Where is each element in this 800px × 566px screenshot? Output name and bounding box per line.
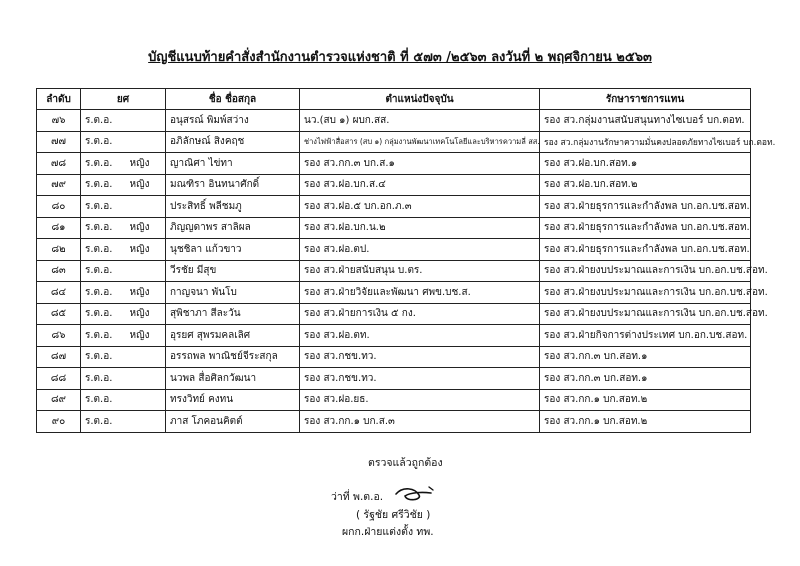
cell-acting: รอง สว.ฝอ.บก.สอท.๒ xyxy=(540,174,751,196)
cell-position: รอง สว.กก.๓ บก.ส.๑ xyxy=(300,153,540,175)
cell-position: รอง สว.ฝ่ายการเงิน ๕ กง. xyxy=(300,303,540,325)
cell-rank: ร.ต.อ. xyxy=(81,153,126,175)
cell-name: วีรชัย มีสุข xyxy=(166,260,300,282)
cell-acting: รอง สว.กก.๓ บก.สอท.๑ xyxy=(540,368,751,390)
table-row xyxy=(37,260,751,282)
cell-title: หญิง xyxy=(126,153,166,175)
cell-acting: รอง สว.กก.๑ บก.สอท.๒ xyxy=(540,389,751,411)
cell-title xyxy=(126,346,166,368)
cell-acting: รอง สว.กก.๓ บก.สอท.๑ xyxy=(540,346,751,368)
cell-no: ๘๖ xyxy=(37,325,81,347)
cell-no: ๘๑ xyxy=(37,217,81,239)
cell-name: ภิญญดาพร สาลิผล xyxy=(166,217,300,239)
cell-acting: รอง สว.กลุ่มงานสนับสนุนทางไซเบอร์ บก.ตอท. xyxy=(540,110,751,132)
cell-position: รอง สว.ฝ่ายวิจัยและพัฒนา ศพข.บช.ส. xyxy=(300,282,540,304)
cell-name: อรรถพล พาณิชย์จีระสกุล xyxy=(166,346,300,368)
cell-rank: ร.ต.อ. xyxy=(81,239,126,261)
cell-acting: รอง สว.ฝ่ายกิจการต่างประเทศ บก.อก.บช.สอท. xyxy=(540,325,751,347)
cell-no: ๘๕ xyxy=(37,303,81,325)
cell-position: นว.(สบ ๑) ผบก.สส. xyxy=(300,110,540,132)
cell-no: ๘๔ xyxy=(37,282,81,304)
verified-text: ตรวจแล้วถูกต้อง xyxy=(368,457,443,469)
cell-title: หญิง xyxy=(126,217,166,239)
table-row xyxy=(37,411,751,433)
table-row xyxy=(37,239,751,261)
table-row xyxy=(37,131,751,153)
cell-title xyxy=(126,411,166,433)
cell-position: รอง สว.ฝอ.ยธ. xyxy=(300,389,540,411)
cell-rank: ร.ต.อ. xyxy=(81,196,126,218)
document-title: บัญชีแนบท้ายคำสั่งสำนักงานตำรวจแห่งชาติ ที่ ๕๗๓ /๒๕๖๓ ลงวันที่ ๒ พฤศจิกายน ๒๕๖๓ xyxy=(148,50,652,65)
cell-name: นวพล สื่อศิลกวัฒนา xyxy=(166,368,300,390)
cell-no: ๙๐ xyxy=(37,411,81,433)
signature-image xyxy=(393,484,439,504)
header-position: ตำแหน่งปัจจุบัน xyxy=(300,89,540,110)
cell-position: รอง สว.ฝอ.ตป. xyxy=(300,239,540,261)
cell-position: รอง สว.กชข.ทว. xyxy=(300,346,540,368)
cell-acting: รอง สว.ฝอ.บก.สอท.๑ xyxy=(540,153,751,175)
cell-no: ๘๐ xyxy=(37,196,81,218)
cell-rank: ร.ต.อ. xyxy=(81,346,126,368)
cell-acting: รอง สว.ฝ่ายธุรการและกำลังพล บก.อก.บช.สอท. xyxy=(540,196,751,218)
cell-acting: รอง สว.ฝ่ายธุรการและกำลังพล บก.อก.บช.สอท. xyxy=(540,217,751,239)
cell-no: ๗๗ xyxy=(37,131,81,153)
table-row xyxy=(37,174,751,196)
cell-acting: รอง สว.ฝ่ายงบประมาณและการเงิน บก.อก.บช.สอท. xyxy=(540,282,751,304)
cell-position: รอง สว.ฝอ.บก.ส.๔ xyxy=(300,174,540,196)
cell-no: ๗๙ xyxy=(37,174,81,196)
cell-position: รอง สว.ฝอ.๕ บก.อก.ภ.๓ xyxy=(300,196,540,218)
cell-rank: ร.ต.อ. xyxy=(81,389,126,411)
signer-name: ( รัฐชัย ศรีวิชัย ) xyxy=(356,509,431,521)
header-name: ชื่อ ชื่อสกุล xyxy=(166,89,300,110)
cell-title xyxy=(126,110,166,132)
cell-position: รอง สว.กชข.ทว. xyxy=(300,368,540,390)
cell-rank: ร.ต.อ. xyxy=(81,131,126,153)
cell-rank: ร.ต.อ. xyxy=(81,368,126,390)
cell-rank: ร.ต.อ. xyxy=(81,303,126,325)
cell-no: ๗๖ xyxy=(37,110,81,132)
cell-name: อุรยศ สุพรมคลเลิศ xyxy=(166,325,300,347)
cell-acting: รอง สว.ฝ่ายงบประมาณและการเงิน บก.อก.บช.สอท. xyxy=(540,303,751,325)
cell-name: มณฑิรา อินทนาศักดิ์ xyxy=(166,174,300,196)
cell-acting: รอง สว.ฝ่ายงบประมาณและการเงิน บก.อก.บช.สอท. xyxy=(540,260,751,282)
cell-title: หญิง xyxy=(126,303,166,325)
cell-no: ๗๘ xyxy=(37,153,81,175)
header-rank: ยศ xyxy=(81,89,166,110)
table-row xyxy=(37,325,751,347)
table-row xyxy=(37,110,751,132)
cell-name: ประสิทธิ์ พลีชมภู xyxy=(166,196,300,218)
table-row xyxy=(37,368,751,390)
signer-position: ผกก.ฝ่ายแต่งตั้ง ทพ. xyxy=(342,526,434,538)
cell-title: หญิง xyxy=(126,325,166,347)
cell-no: ๘๓ xyxy=(37,260,81,282)
cell-name: นุชชิลา แก้วขาว xyxy=(166,239,300,261)
cell-position: รอง สว.ฝอ.บก.น.๒ xyxy=(300,217,540,239)
table-row xyxy=(37,196,751,218)
cell-title xyxy=(126,260,166,282)
cell-title xyxy=(126,368,166,390)
header-no: ลำดับ xyxy=(37,89,81,110)
header-acting: รักษาราชการแทน xyxy=(540,89,751,110)
cell-no: ๘๘ xyxy=(37,368,81,390)
cell-name: กาญจนา พันโบ xyxy=(166,282,300,304)
cell-name: ภาส โภคอนคิตต์ xyxy=(166,411,300,433)
cell-title xyxy=(126,131,166,153)
cell-name: อนุสรณ์ พิมพ์สว่าง xyxy=(166,110,300,132)
cell-rank: ร.ต.อ. xyxy=(81,110,126,132)
cell-title: หญิง xyxy=(126,239,166,261)
cell-rank: ร.ต.อ. xyxy=(81,174,126,196)
cell-acting: รอง สว.กลุ่มงานรักษาความมั่นคงปลอดภัยทางไซเบอร์ บก.ตอท. xyxy=(540,131,751,153)
cell-acting: รอง สว.กก.๑ บก.สอท.๒ xyxy=(540,411,751,433)
cell-position: รอง สว.ฝอ.ตท. xyxy=(300,325,540,347)
cell-rank: ร.ต.อ. xyxy=(81,282,126,304)
table-row xyxy=(37,217,751,239)
cell-no: ๘๙ xyxy=(37,389,81,411)
cell-no: ๘๒ xyxy=(37,239,81,261)
personnel-table xyxy=(36,88,776,433)
table-row xyxy=(37,153,751,175)
cell-name: ญาณิศา ไข่ทา xyxy=(166,153,300,175)
cell-title: หญิง xyxy=(126,282,166,304)
table-row xyxy=(37,282,751,304)
table-row xyxy=(37,346,751,368)
table-header-row xyxy=(37,89,751,110)
cell-acting: รอง สว.ฝ่ายธุรการและกำลังพล บก.อก.บช.สอท. xyxy=(540,239,751,261)
cell-rank: ร.ต.อ. xyxy=(81,217,126,239)
cell-rank: ร.ต.อ. xyxy=(81,411,126,433)
cell-name: สุพิชาภา สีละวัน xyxy=(166,303,300,325)
cell-rank: ร.ต.อ. xyxy=(81,325,126,347)
table-row xyxy=(37,389,751,411)
cell-title xyxy=(126,196,166,218)
cell-name: อภิลักษณ์ สิงคฤช xyxy=(166,131,300,153)
cell-title xyxy=(126,389,166,411)
signer-rank: ว่าที่ พ.ต.อ. xyxy=(331,491,384,503)
cell-title: หญิง xyxy=(126,174,166,196)
cell-position: รอง สว.กก.๑ บก.ส.๓ xyxy=(300,411,540,433)
cell-rank: ร.ต.อ. xyxy=(81,260,126,282)
cell-no: ๘๗ xyxy=(37,346,81,368)
cell-position: ช่างไฟฟ้าสื่อสาร (สบ ๑) กลุ่มงานพัฒนาเทคโนโลยีและบริหารความลี่ สส. xyxy=(300,131,540,153)
cell-position: รอง สว.ฝ่ายสนับสนุน บ.ตร. xyxy=(300,260,540,282)
table-row xyxy=(37,303,751,325)
cell-name: ทรงวิทย์ คงทน xyxy=(166,389,300,411)
